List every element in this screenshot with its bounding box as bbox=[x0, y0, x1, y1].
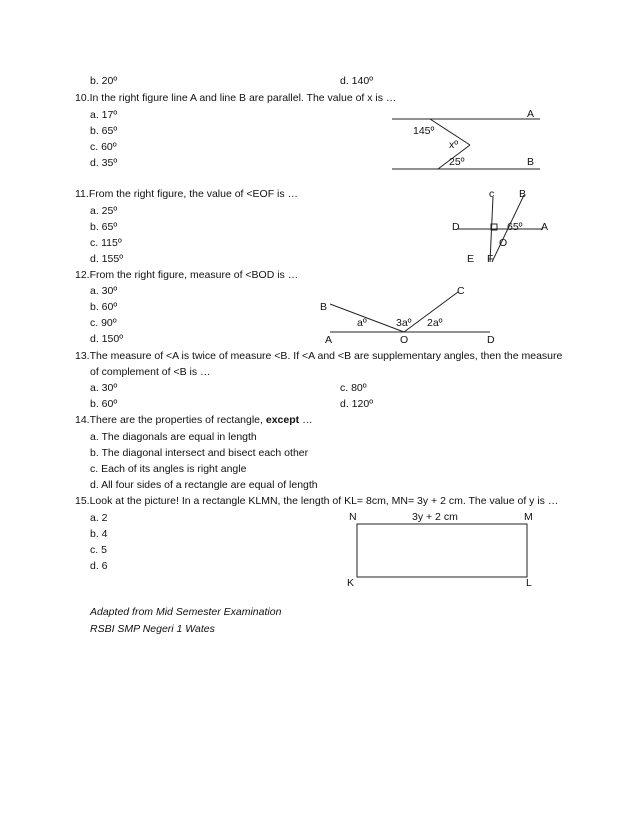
q11-label-d: D bbox=[452, 221, 460, 233]
q15-label-l: L bbox=[526, 577, 532, 589]
q14-stem-except: except bbox=[265, 414, 300, 426]
q10-option-b: b. 65º bbox=[90, 125, 118, 137]
q12-option-d: d. 150º bbox=[90, 333, 124, 345]
q12-angle-2a: 2aº bbox=[427, 317, 443, 329]
q15-option-c: c. 5 bbox=[90, 544, 107, 556]
q10-angle-25: 25º bbox=[449, 156, 465, 168]
q10-unknown-x: xº bbox=[449, 139, 459, 151]
q13-option-b: b. 60º bbox=[90, 398, 118, 410]
q12-option-a: a. 30º bbox=[90, 285, 118, 297]
q13-option-a: a. 30º bbox=[90, 382, 118, 394]
q12-label-d: D bbox=[487, 334, 495, 346]
q11-label-o: O bbox=[499, 237, 508, 249]
q15-stem: 15.Look at the picture! In a rectangle KLMN, the length of KL= 8cm, MN= 3y + 2 cm. The value of y is … bbox=[75, 495, 559, 507]
q11-option-d: d. 155º bbox=[90, 253, 124, 265]
footer-source-line1: Adapted from Mid Semester Examination bbox=[90, 606, 282, 618]
q10-label-a: A bbox=[527, 108, 535, 120]
q10-option-d: d. 35º bbox=[90, 157, 118, 169]
q10-stem: 10.In the right figure line A and line B are parallel. The value of x is … bbox=[75, 92, 397, 104]
q11-option-a: a. 25º bbox=[90, 205, 118, 217]
q14-stem-post: … bbox=[299, 414, 313, 426]
q9-option-d: d. 140º bbox=[340, 75, 374, 87]
q9-option-b: b. 20º bbox=[90, 75, 118, 87]
q12-angle-a: aº bbox=[357, 317, 367, 329]
q11-option-b: b. 65º bbox=[90, 221, 118, 233]
q12-angle-3a: 3aº bbox=[396, 317, 412, 329]
q12-option-b: b. 60º bbox=[90, 301, 118, 313]
q11-label-c: c bbox=[489, 188, 495, 200]
q11-label-a: A bbox=[541, 221, 549, 233]
q12-ray-ob bbox=[330, 304, 404, 332]
q13-option-d: d. 120º bbox=[340, 398, 374, 410]
q10-option-a: a. 17º bbox=[90, 109, 118, 121]
q15-option-d: d. 6 bbox=[90, 560, 108, 572]
q11-label-f: F bbox=[487, 253, 494, 265]
q12-label-b: B bbox=[320, 301, 328, 313]
q10-angle-145: 145º bbox=[413, 125, 435, 137]
q12-stem: 12.From the right figure, measure of <BOD is … bbox=[75, 269, 299, 281]
q15-label-k: K bbox=[347, 577, 355, 589]
q12-label-a: A bbox=[325, 334, 333, 346]
footer-source-line2: RSBI SMP Negeri 1 Wates bbox=[90, 623, 215, 635]
q15-rectangle-klmn bbox=[357, 524, 527, 577]
q11-label-e: E bbox=[467, 253, 475, 265]
q15-label-m: M bbox=[524, 511, 533, 523]
q14-option-b: b. The diagonal intersect and bisect each other bbox=[90, 447, 309, 459]
q14-option-a: a. The diagonals are equal in length bbox=[90, 431, 257, 443]
q14-option-d: d. All four sides of a rectangle are equal of length bbox=[90, 479, 318, 491]
q13-option-c: c. 80º bbox=[340, 382, 367, 394]
q10-label-b: B bbox=[527, 156, 535, 168]
q15-top-length: 3y + 2 cm bbox=[412, 511, 458, 523]
q11-stem: 11.From the right figure, the value of <EOF is … bbox=[75, 188, 299, 200]
q13-stem-line1: 13.The measure of <A is twice of measure <B. If <A and <B are supplementary angles, then the measure bbox=[75, 350, 563, 362]
q12-option-c: c. 90º bbox=[90, 317, 117, 329]
q14-option-c: c. Each of its angles is right angle bbox=[90, 463, 247, 475]
q10-option-c: c. 60º bbox=[90, 141, 117, 153]
q13-stem-line2: of complement of <B is … bbox=[90, 366, 211, 378]
q12-label-o: O bbox=[400, 334, 409, 346]
q15-option-b: b. 4 bbox=[90, 528, 108, 540]
q11-angle-65: 65º bbox=[507, 221, 523, 233]
q11-label-b: B bbox=[519, 188, 527, 200]
q15-option-a: a. 2 bbox=[90, 512, 108, 524]
q15-label-n: N bbox=[349, 511, 357, 523]
q12-label-c: C bbox=[457, 285, 465, 297]
q14-stem-pre: 14.There are the properties of rectangle, bbox=[75, 414, 266, 426]
q11-option-c: c. 115º bbox=[90, 237, 122, 249]
